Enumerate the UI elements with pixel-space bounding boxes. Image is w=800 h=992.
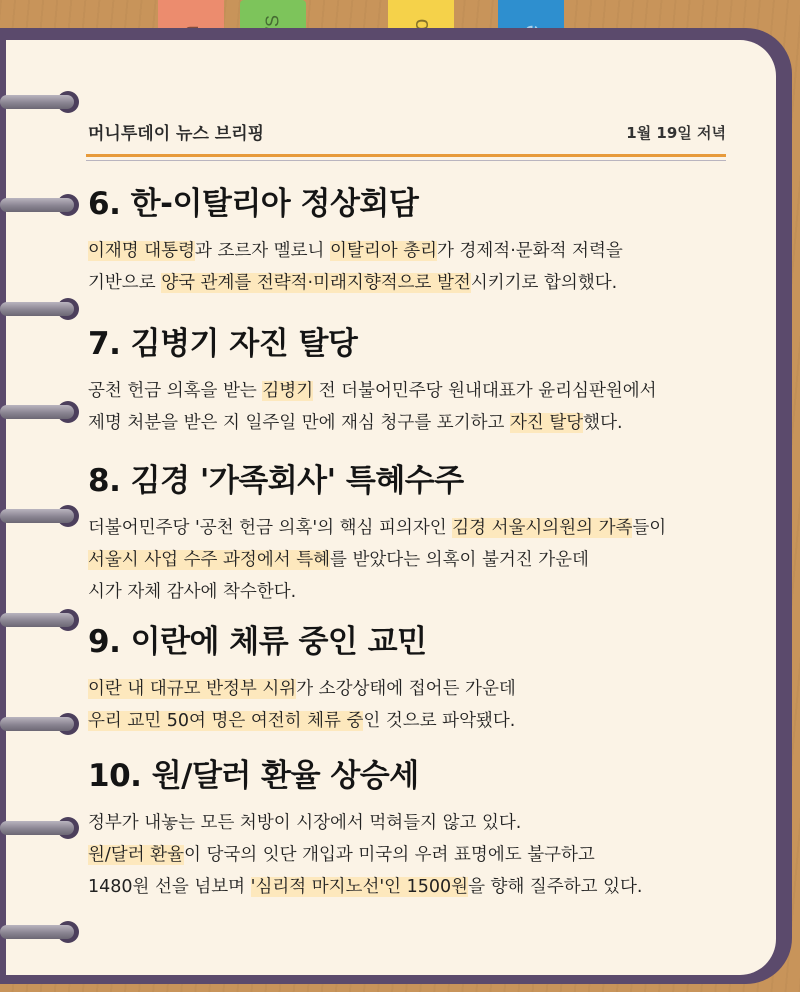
ring-wire bbox=[0, 925, 74, 939]
ring-wire bbox=[0, 613, 74, 627]
highlighted-text: '심리적 마지노선'인 1500원 bbox=[250, 877, 469, 897]
body-line bbox=[88, 413, 623, 433]
body-text: 과 조르자 멜로니 bbox=[195, 241, 331, 261]
body-text: 를 받았다는 의혹이 불거진 가운데 bbox=[330, 550, 589, 570]
highlighted-text: 김경 서울시의원의 가족 bbox=[452, 518, 633, 538]
body-text: 이 당국의 잇단 개입과 미국의 우려 표명에도 불구하고 bbox=[183, 845, 595, 865]
body-line bbox=[88, 241, 623, 261]
section-body bbox=[88, 375, 748, 439]
body-text: 가 경제적·문화적 저력을 bbox=[437, 241, 623, 261]
ring-wire bbox=[0, 302, 74, 316]
highlighted-text: 우리 교민 50여 명은 여전히 체류 중 bbox=[88, 711, 364, 731]
section-body bbox=[88, 235, 748, 299]
body-text: 공천 헌금 의혹을 받는 bbox=[88, 381, 263, 401]
binder-ring bbox=[0, 496, 86, 536]
section-title: 9. 이란에 체류 중인 교민 bbox=[88, 624, 427, 660]
ring-wire bbox=[0, 405, 74, 419]
news-section-7 bbox=[88, 318, 748, 439]
section-title: 7. 김병기 자진 탈당 bbox=[88, 326, 358, 362]
body-text: 기반으로 bbox=[88, 273, 162, 293]
header-divider-thin bbox=[86, 160, 726, 161]
highlighted-text: 이탈리아 총리 bbox=[330, 241, 438, 261]
body-text: 을 향해 질주하고 있다. bbox=[468, 877, 643, 897]
body-line bbox=[88, 518, 666, 538]
section-title: 10. 원/달러 환율 상승세 bbox=[88, 758, 419, 794]
binder-ring bbox=[0, 392, 86, 432]
body-text: 제명 처분을 받은 지 일주일 만에 재심 청구를 포기하고 bbox=[88, 413, 510, 433]
highlighted-text: 이재명 대통령 bbox=[88, 241, 195, 261]
body-line bbox=[88, 381, 657, 401]
binder-ring bbox=[0, 289, 86, 329]
binder-ring bbox=[0, 185, 86, 225]
highlighted-text: 양국 관계를 전략적·미래지향적으로 발전 bbox=[161, 273, 471, 293]
section-body bbox=[88, 512, 748, 608]
body-line bbox=[88, 679, 516, 699]
body-text: 1480원 선을 넘보며 bbox=[88, 877, 251, 897]
ring-wire bbox=[0, 821, 74, 835]
body-text: 들이 bbox=[632, 518, 667, 538]
highlighted-text: 김병기 bbox=[262, 381, 314, 401]
news-section-6 bbox=[88, 178, 748, 299]
body-line bbox=[88, 273, 617, 293]
section-title: 8. 김경 '가족회사' 특혜수주 bbox=[88, 463, 464, 499]
ring-wire bbox=[0, 198, 74, 212]
body-line bbox=[88, 711, 515, 731]
news-section-10 bbox=[88, 750, 748, 903]
highlighted-text: 이란 내 대규모 반정부 시위 bbox=[88, 679, 297, 699]
body-line bbox=[88, 877, 643, 897]
section-title: 6. 한-이탈리아 정상회담 bbox=[88, 186, 419, 222]
highlighted-text: 자진 탈당 bbox=[509, 413, 584, 433]
briefing-date: 1월 19일 저녁 bbox=[626, 124, 726, 142]
header-divider bbox=[86, 154, 726, 157]
highlighted-text: 원/달러 환율 bbox=[88, 845, 184, 865]
body-text: 전 더불어민주당 원내대표가 윤리심판원에서 bbox=[313, 381, 657, 401]
binder-ring bbox=[0, 704, 86, 744]
body-text: 더불어민주당 '공천 헌금 의혹'의 핵심 피의자인 bbox=[88, 518, 453, 538]
binder-ring bbox=[0, 912, 86, 952]
section-body bbox=[88, 673, 748, 737]
binder-ring bbox=[0, 808, 86, 848]
body-text: 시가 자체 감사에 착수한다. bbox=[88, 582, 297, 602]
binder-ring bbox=[0, 82, 86, 122]
highlighted-text: 서울시 사업 수주 과정에서 특혜 bbox=[88, 550, 331, 570]
ring-wire bbox=[0, 509, 74, 523]
news-section-9 bbox=[88, 616, 748, 737]
body-line bbox=[88, 582, 296, 602]
section-body bbox=[88, 807, 748, 903]
body-text: 정부가 내놓는 모든 처방이 시장에서 먹혀들지 않고 있다. bbox=[88, 813, 522, 833]
binder-ring bbox=[0, 600, 86, 640]
page-title: 머니투데이 뉴스 브리핑 bbox=[88, 124, 265, 144]
ring-wire bbox=[0, 95, 74, 109]
body-line bbox=[88, 813, 521, 833]
ring-wire bbox=[0, 717, 74, 731]
body-text: 했다. bbox=[583, 413, 623, 433]
news-section-8 bbox=[88, 455, 748, 608]
body-text: 시키기로 합의했다. bbox=[470, 273, 618, 293]
body-text: 가 소강상태에 접어든 가운데 bbox=[296, 679, 516, 699]
body-line bbox=[88, 550, 589, 570]
body-line bbox=[88, 845, 595, 865]
body-text: 인 것으로 파악됐다. bbox=[363, 711, 516, 731]
